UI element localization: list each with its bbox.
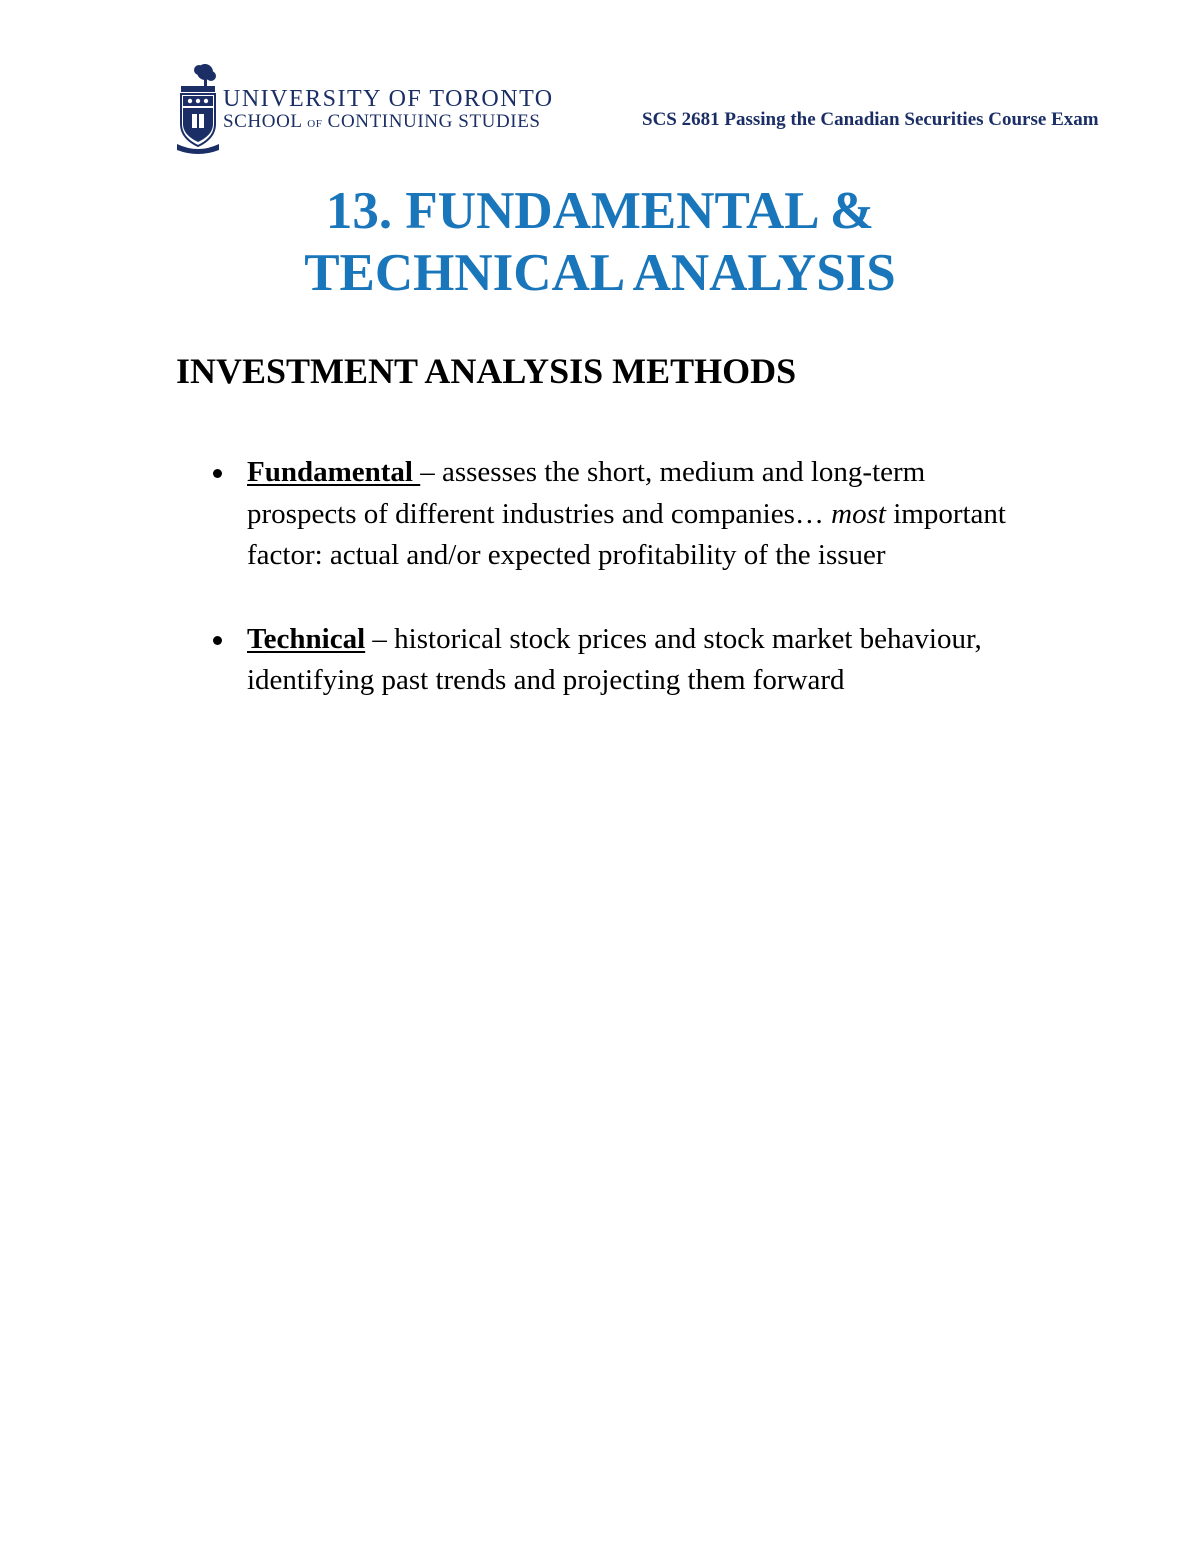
- university-crest-icon: [175, 62, 219, 154]
- university-logo: [175, 62, 575, 154]
- definition-text-continued: important factor: actual and/or expected profitability of the issuer: [247, 497, 1006, 571]
- term-technical: Technical: [247, 622, 366, 655]
- emphasis-text: most: [831, 497, 886, 530]
- bullet-list: [0, 452, 1200, 744]
- bullet-icon: [213, 469, 222, 478]
- section-heading: INVESTMENT ANALYSIS METHODS: [176, 351, 797, 391]
- logo-school-of: OF: [307, 118, 323, 130]
- chapter-title-line2: TECHNICAL ANALYSIS: [304, 244, 896, 302]
- logo-university-name: UNIVERSITY OF TORONTO: [223, 86, 554, 112]
- course-title: SCS 2681 Passing the Canadian Securities Course Exam: [642, 109, 1099, 130]
- logo-school-pre: SCHOOL: [223, 111, 308, 132]
- page-header: [0, 0, 1200, 160]
- logo-school-post: CONTINUING STUDIES: [322, 111, 541, 132]
- logo-school-name: [223, 111, 573, 135]
- bullet-icon: [213, 636, 222, 645]
- list-item: [0, 452, 1017, 577]
- logo-wordmark: [223, 87, 573, 135]
- definition-text: – assesses the short, medium and long-term prospects of different industries and companies…: [247, 456, 926, 530]
- term-fundamental: Fundamental: [247, 456, 421, 488]
- chapter-title: [0, 180, 1200, 304]
- definition-text: – historical stock prices and stock market behaviour, identifying past trends and projecting them forward: [247, 622, 982, 696]
- chapter-title-line1: 13. FUNDAMENTAL &: [325, 182, 875, 240]
- list-item: [0, 619, 1017, 702]
